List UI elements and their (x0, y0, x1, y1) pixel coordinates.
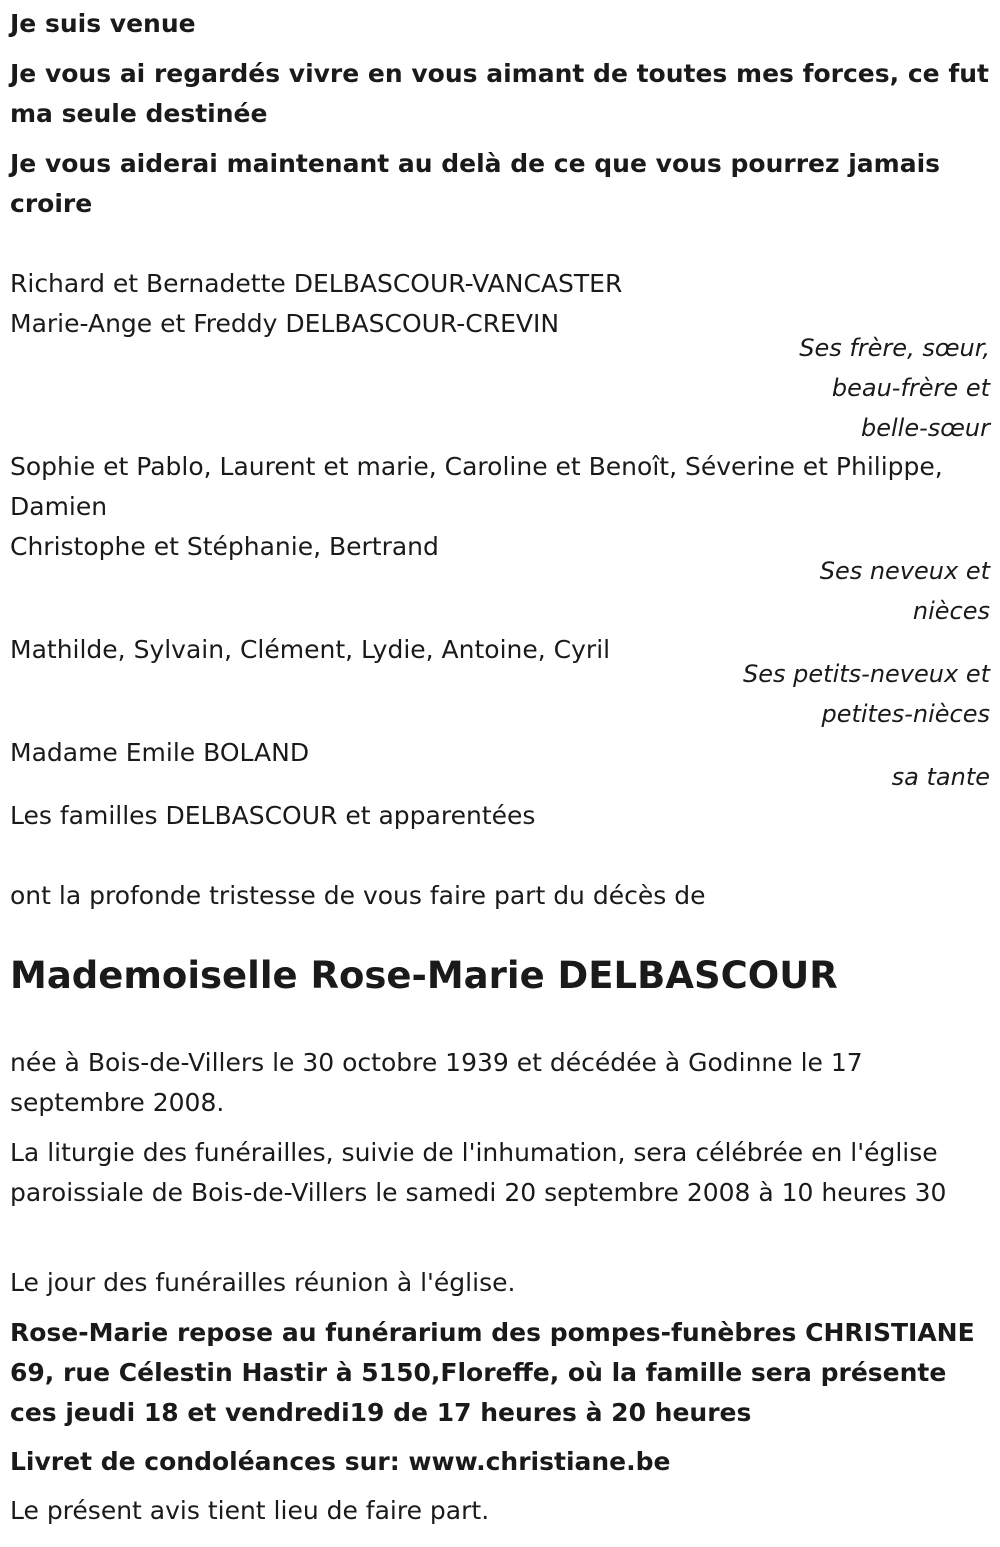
grandnephews-role (10, 654, 990, 734)
closing: Le présent avis tient lieu de faire part. (10, 1496, 490, 1525)
grandnephews: Mathilde, Sylvain, Clément, Lydie, Antoine, Cyril (10, 635, 611, 664)
siblings-role-line: belle-sœur (860, 414, 990, 442)
deceased-name: Mademoiselle Rose-Marie DELBASCOUR (10, 954, 838, 997)
siblings-role-line: beau-frère et (831, 374, 990, 402)
nephews-role (10, 551, 990, 631)
sibling-1: Richard et Bernadette DELBASCOUR-VANCASTER (10, 269, 623, 298)
announcement: ont la profonde tristesse de vous faire part du décès de (10, 881, 706, 910)
condolences: Livret de condoléances sur: www.christiane.be (10, 1447, 671, 1476)
siblings-role (10, 328, 990, 448)
nephews-role-line: nièces (912, 597, 990, 625)
siblings-role-line: Ses frère, sœur, (799, 334, 990, 362)
poem-line-1: Je suis venue (10, 9, 196, 38)
families: Les familles DELBASCOUR et apparentées (10, 801, 536, 830)
aunt-role: sa tante (891, 763, 990, 791)
nephews-1: Sophie et Pablo, Laurent et marie, Caroline et Benoît, Séverine et Philippe, Damien (10, 452, 943, 521)
grandnephews-role-line: Ses petits-neveux et (743, 660, 990, 688)
poem-line-3: Je vous aiderai maintenant au delà de ce que vous pourrez jamais croire (10, 149, 941, 218)
poem-line-2: Je vous ai regardés vivre en vous aimant de toutes mes forces, ce fut ma seule destinée (10, 59, 989, 128)
grandnephews-role-line: petites-nièces (821, 700, 990, 728)
aunt: Madame Emile BOLAND (10, 738, 310, 767)
liturgy: La liturgie des funérailles, suivie de l'inhumation, sera célébrée en l'église paroissiale de Bois-de-Villers le samedi 20 septembre 2008 à 10 heures 30 (10, 1138, 947, 1207)
nephews-2: Christophe et Stéphanie, Bertrand (10, 532, 439, 561)
reunion: Le jour des funérailles réunion à l'église. (10, 1268, 516, 1297)
funerarium: Rose-Marie repose au funérarium des pompes-funèbres CHRISTIANE 69, rue Célestin Hastir à 5150,Floreffe, où la famille sera présente ces jeudi 18 et vendredi19 de 17 heures à 20 heures (10, 1318, 975, 1427)
sibling-2: Marie-Ange et Freddy DELBASCOUR-CREVIN (10, 309, 560, 338)
nephews-role-line: Ses neveux et (819, 557, 990, 585)
birth-death: née à Bois-de-Villers le 30 octobre 1939 et décédée à Godinne le 17 septembre 2008. (10, 1048, 863, 1117)
